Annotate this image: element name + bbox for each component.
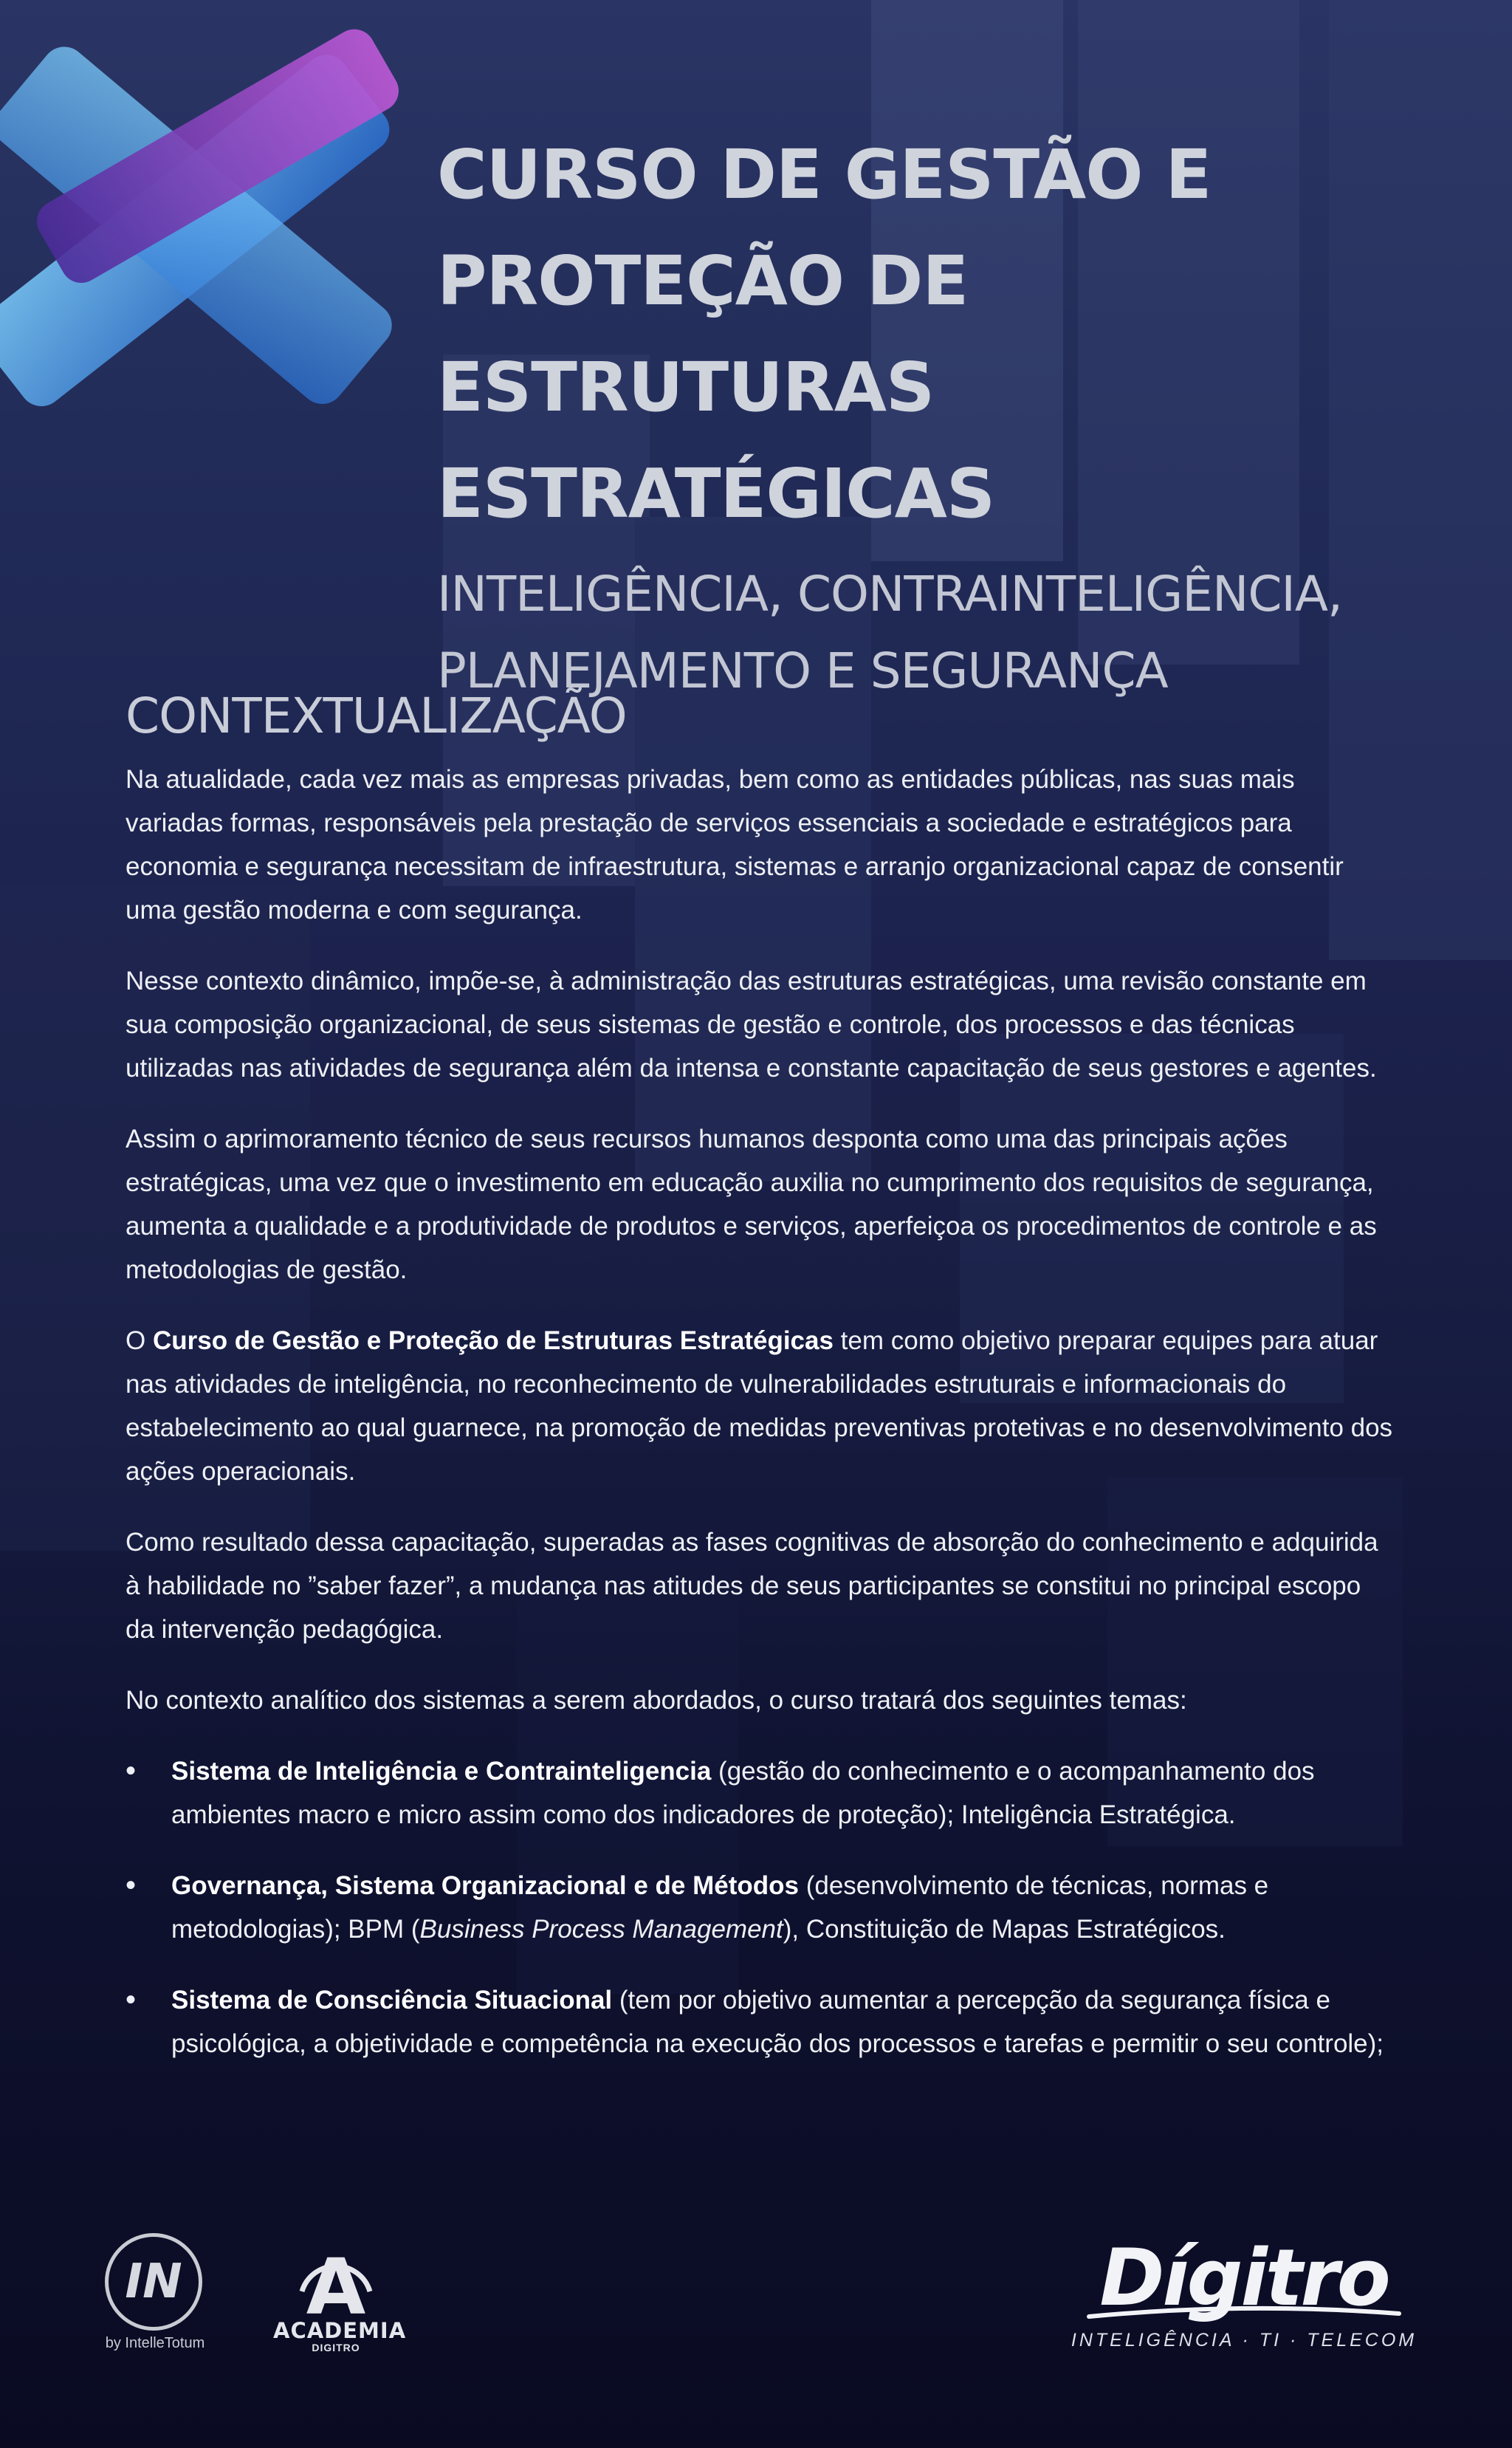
paragraph-3: Assim o aprimoramento técnico de seus recursos humanos desponta como uma das principais ações estratégicas, uma vez que o investimento em educação auxilia no cumprimento dos requisitos de segurança, aumenta a qualidade e a produtividade de produtos e serviços, aperfeiçoa os procedimentos de controle e as metodologias de gestão. xyxy=(126,1125,1377,1284)
academia-digitro-logo xyxy=(273,2234,407,2353)
bullet-icon: • xyxy=(126,1869,137,1902)
topic-description: (tem por objetivo aumentar a percepção da segurança física e psicológica, a objetividade e competência na execução dos processos e tarefas e permitir o seu controle); xyxy=(171,1986,1384,2058)
x-cross-logo-icon xyxy=(0,0,399,473)
bullet-icon: • xyxy=(126,1984,137,2016)
intellototum-logo xyxy=(103,2233,214,2352)
course-subtitle-line-2: PLANEJAMENTO E SEGURANÇA xyxy=(437,642,1168,699)
course-subtitle-line-1: INTELIGÊNCIA, CONTRAINTELIGÊNCIA, xyxy=(437,566,1342,623)
in-logo-mark: IN xyxy=(125,2255,182,2309)
list-item xyxy=(126,1864,1395,1951)
course-title-line-2: PROTEÇÃO DE ESTRUTURAS xyxy=(437,241,969,427)
academia-a-icon xyxy=(273,2234,399,2321)
topic-title: Governança, Sistema Organizacional e de Métodos xyxy=(171,1871,799,1900)
paragraph-1: Na atualidade, cada vez mais as empresas privadas, bem como as entidades públicas, nas suas mais variadas formas, responsáveis pela prestação de serviços essenciais a sociedade e estratégicos para economia e segurança necessitam de infraestrutura, sistemas e arranjo organizacional capaz de consentir uma gestão moderna e com segurança. xyxy=(126,765,1344,925)
topic-description-italic: Business Process Management xyxy=(419,1915,783,1944)
result-paragraph: Como resultado dessa capacitação, superadas as fases cognitivas de absorção do conhecimento e adquirida à habilidade no ”saber fazer”, a mudança nas atitudes de seus participantes se constitui no principal escopo da intervenção pedagógica. xyxy=(126,1528,1378,1644)
objective-prefix: O xyxy=(126,1326,153,1355)
title-block xyxy=(437,122,1471,710)
list-item xyxy=(126,1978,1395,2065)
course-name-bold: Curso de Gestão e Proteção de Estruturas Estratégicas xyxy=(152,1326,834,1355)
paragraph-2: Nesse contexto dinâmico, impõe-se, à administração das estruturas estratégicas, uma revisão constante em sua composição organizacional, de seus sistemas de gestão e controle, dos processos e das técnicas utilizadas nas atividades de segurança além da intensa e constante capacitação de seus gestores e agentes. xyxy=(126,967,1377,1083)
topic-description: (gestão do conhecimento e o acompanhamento dos ambientes macro e micro assim como dos indicadores de proteção); Inteligência Estratégica. xyxy=(171,1757,1315,1829)
contextualization-section xyxy=(126,679,1395,2093)
section-heading: CONTEXTUALIZAÇÃO xyxy=(126,688,627,744)
academia-sub: DIGITRO xyxy=(312,2342,360,2353)
in-logo-caption: by IntelleTotum xyxy=(105,2335,205,2351)
course-title-line-1: CURSO DE GESTÃO E xyxy=(437,135,1212,214)
topic-description: (desenvolvimento de técnicas, normas e metodologias); BPM ( xyxy=(171,1871,1269,1944)
topic-title: Sistema de Consciência Situacional xyxy=(171,1986,613,2015)
topic-title: Sistema de Inteligência e Contrainteligencia xyxy=(171,1757,712,1786)
academia-name: ACADEMIA xyxy=(273,2318,407,2343)
digitro-logo xyxy=(1071,2234,1418,2351)
course-title-line-3: ESTRATÉGICAS xyxy=(437,454,995,533)
digitro-wordmark: Dígitro xyxy=(1099,2232,1389,2323)
topic-description-end: ), Constituição de Mapas Estratégicos. xyxy=(783,1915,1226,1944)
objective-text: tem como objetivo preparar equipes para atuar nas atividades de inteligência, no reconhecimento de vulnerabilidades estruturais e informacionais do estabelecimento ao qual guarnece, na promoção de medidas preventivas protetivas e no desenvolvimento dos ações operacionais. xyxy=(126,1326,1393,1486)
objective-paragraph xyxy=(126,1319,1395,1493)
list-item xyxy=(126,1749,1395,1837)
digitro-tagline: INTELIGÊNCIA · TI · TELECOM xyxy=(1071,2330,1418,2351)
in-circle-icon xyxy=(105,2233,202,2331)
course-title xyxy=(437,122,1471,547)
topics-list xyxy=(126,1749,1395,2065)
topics-intro: No contexto analítico dos sistemas a serem abordados, o curso tratará dos seguintes temas: xyxy=(126,1686,1187,1715)
svg-text:A: A xyxy=(306,2242,366,2321)
bullet-icon: • xyxy=(126,1755,137,1787)
